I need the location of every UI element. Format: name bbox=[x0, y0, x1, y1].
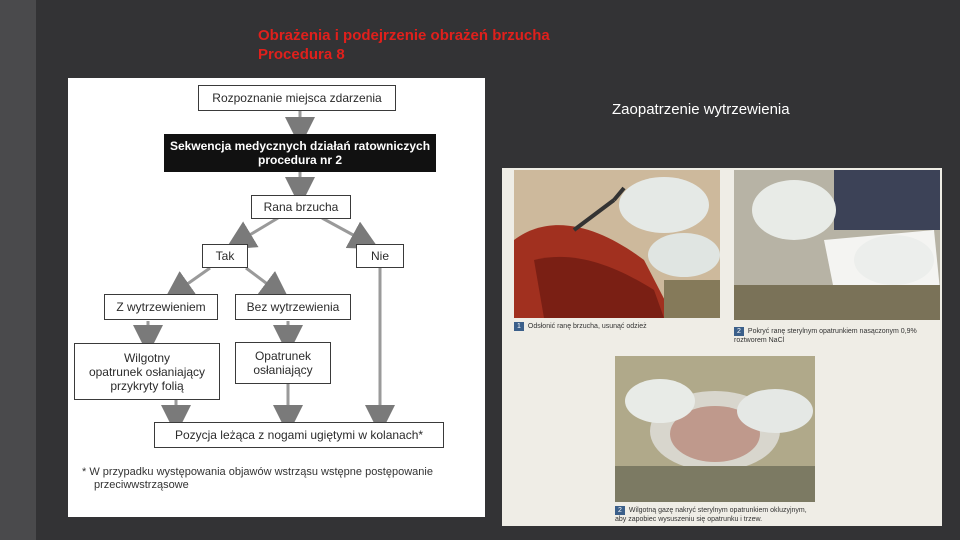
position-label: Pozycja leżąca z nogami ugiętymi w kolanach* bbox=[174, 428, 424, 442]
without-evisceration-label: Bez wytrzewienia bbox=[246, 300, 340, 314]
photo-3-caption bbox=[615, 506, 815, 524]
photo-2-number: 2 bbox=[734, 327, 744, 336]
wound-label: Rana brzucha bbox=[263, 200, 339, 214]
photo-1-open-wound bbox=[514, 170, 720, 318]
photo-3-caption-text: Wilgotną gazę nakryć sterylnym opatrunkiem okluzyjnym, aby zapobiec wysuszeniu się opatrunku i trzew. bbox=[615, 507, 807, 523]
photo-panel bbox=[502, 168, 942, 526]
photo-1-number: 1 bbox=[514, 322, 524, 331]
sequence-box bbox=[164, 134, 436, 172]
wet-dressing-box bbox=[74, 343, 220, 400]
photo-3-illustration bbox=[615, 356, 815, 502]
yes-label: Tak bbox=[215, 249, 235, 263]
slide-title-line2: Procedura 8 bbox=[258, 46, 345, 63]
photo-2-caption bbox=[734, 327, 939, 345]
photo-2-caption-text: Pokryć ranę sterylnym opatrunkiem nasączonym 0,9% roztworem NaCl bbox=[734, 328, 917, 344]
protective-dressing-line1: Opatrunek bbox=[254, 349, 312, 363]
yes-box bbox=[202, 244, 248, 268]
photo-1-illustration bbox=[514, 170, 720, 318]
photo-3-occlusive-dressing bbox=[615, 356, 815, 502]
position-box bbox=[154, 422, 444, 448]
without-evisceration-box bbox=[235, 294, 351, 320]
no-box bbox=[356, 244, 404, 268]
protective-dressing-box bbox=[235, 342, 331, 384]
slide-left-strip bbox=[0, 0, 36, 540]
wound-box bbox=[251, 195, 351, 219]
flowchart-panel bbox=[68, 78, 485, 517]
sequence-line2: procedura nr 2 bbox=[257, 153, 343, 167]
footnote-line1: * W przypadku występowania objawów wstrząsu wstępne postępowanie bbox=[82, 466, 433, 478]
protective-dressing-line2: osłaniający bbox=[253, 363, 313, 377]
wet-dressing-line3: przykryty folią bbox=[110, 378, 184, 393]
photo-1-caption bbox=[514, 322, 714, 331]
with-evisceration-label: Z wytrzewieniem bbox=[116, 300, 206, 314]
right-heading: Zaopatrzenie wytrzewienia bbox=[612, 101, 790, 118]
wet-dressing-line1: Wilgotny bbox=[123, 350, 170, 365]
recognition-label: Rozpoznanie miejsca zdarzenia bbox=[212, 91, 382, 105]
sequence-line1: Sekwencja medycznych działań ratowniczych bbox=[169, 139, 431, 153]
photo-2-illustration bbox=[734, 170, 940, 320]
with-evisceration-box bbox=[104, 294, 218, 320]
photo-1-caption-text: Odsłonić ranę brzucha, usunąć odzież bbox=[527, 323, 647, 330]
footnote-line2: przeciwwstrząsowe bbox=[94, 479, 189, 491]
slide-title bbox=[258, 26, 550, 64]
photo-3-number: 2 bbox=[615, 506, 625, 515]
photo-2-wet-dressing bbox=[734, 170, 940, 320]
wet-dressing-line2: opatrunek osłaniający bbox=[88, 364, 206, 379]
footnote bbox=[82, 466, 472, 492]
no-label: Nie bbox=[370, 249, 389, 263]
slide-title-line1: Obrażenia i podejrzenie obrażeń brzucha bbox=[258, 27, 550, 44]
recognition-box bbox=[198, 85, 396, 111]
